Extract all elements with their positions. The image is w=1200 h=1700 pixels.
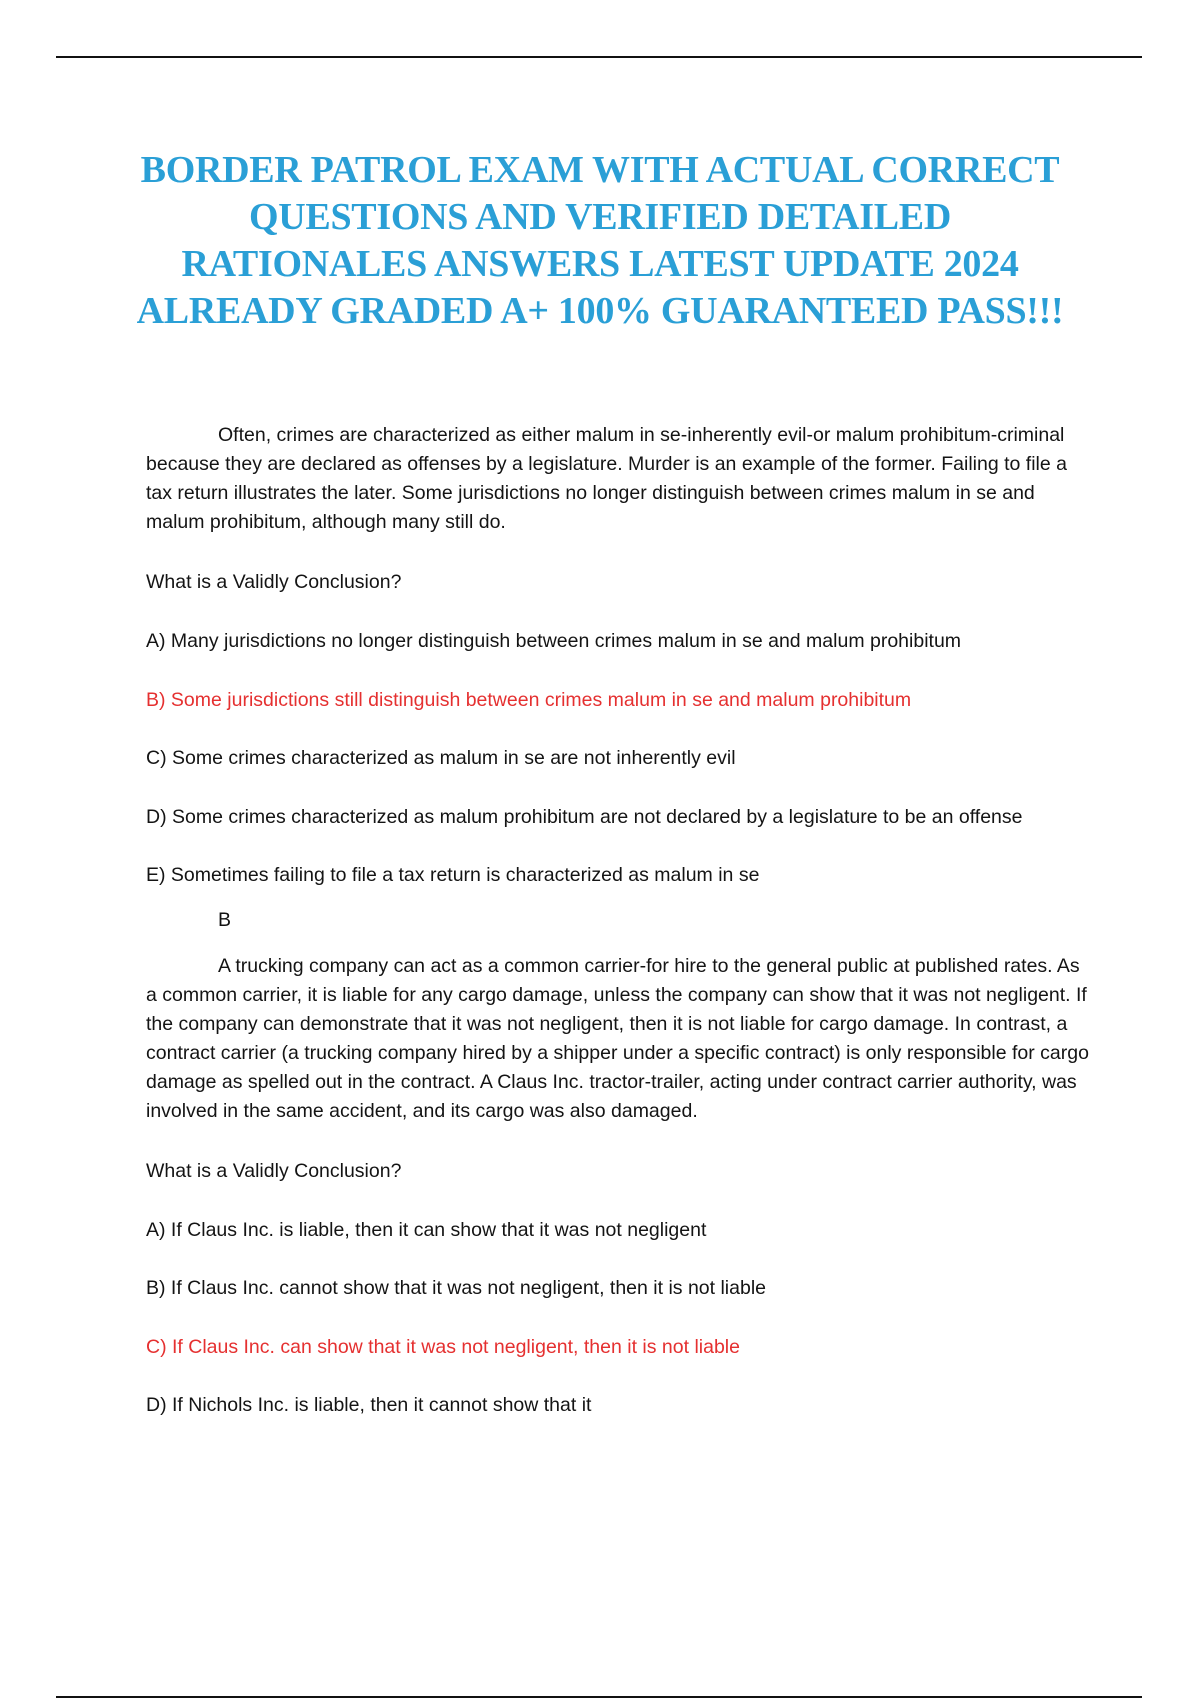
q1-option-c: C) Some crimes characterized as malum in se are not inherently evil (146, 747, 736, 769)
q1-option-e: E) Sometimes failing to file a tax return is characterized as malum in se (146, 864, 760, 886)
q1-option-b-correct: B) Some jurisdictions still distinguish between crimes malum in se and malum prohibitum (146, 689, 912, 711)
q1-option-a: A) Many jurisdictions no longer distinguish between crimes malum in se and malum prohibitum (146, 630, 962, 652)
q1-question: What is a Validly Conclusion? (146, 571, 402, 593)
bottom-rule (56, 1696, 1142, 1698)
q1-option-d: D) Some crimes characterized as malum prohibitum are not declared by a legislature to be an offense (146, 806, 1023, 828)
document-title: BORDER PATROL EXAM WITH ACTUAL CORRECT QUESTIONS AND VERIFIED DETAILED RATIONALES ANSWERS LATEST UPDATE 2024 ALREADY GRADED A+ 100% GUARANTEED PASS!!! (136, 149, 1064, 332)
q1-passage: Often, crimes are characterized as either malum in se-inherently evil-or malum prohibitum-criminal because they are declared as offenses by a legislature. Murder is an example of the former. Failing to file a tax return illustrates the later. Some jurisdictions no longer distinguish between crimes malum in se and malum prohibitum, although many still do. (146, 424, 1067, 533)
top-rule (56, 56, 1142, 58)
q2-option-c-correct: C) If Claus Inc. can show that it was not negligent, then it is not liable (146, 1336, 740, 1358)
q2-passage: A trucking company can act as a common carrier-for hire to the general public at published rates. As a common carrier, it is liable for any cargo damage, unless the company can show that it was not negligent. If the company can demonstrate that it was not negligent, then it is not liable for cargo damage. In contrast, a contract carrier (a trucking company hired by a shipper under a specific contract) is only responsible for cargo damage as spelled out in the contract. A Claus Inc. tractor-trailer, acting under contract carrier authority, was involved in the same accident, and its cargo was also damaged. (146, 955, 1089, 1122)
q1-answer-key: B (218, 909, 232, 931)
q2-option-d: D) If Nichols Inc. is liable, then it cannot show that it (146, 1394, 592, 1416)
q2-option-a: A) If Claus Inc. is liable, then it can show that it was not negligent (146, 1219, 707, 1241)
q2-option-b: B) If Claus Inc. cannot show that it was not negligent, then it is not liable (146, 1277, 767, 1299)
q2-question: What is a Validly Conclusion? (146, 1160, 402, 1182)
